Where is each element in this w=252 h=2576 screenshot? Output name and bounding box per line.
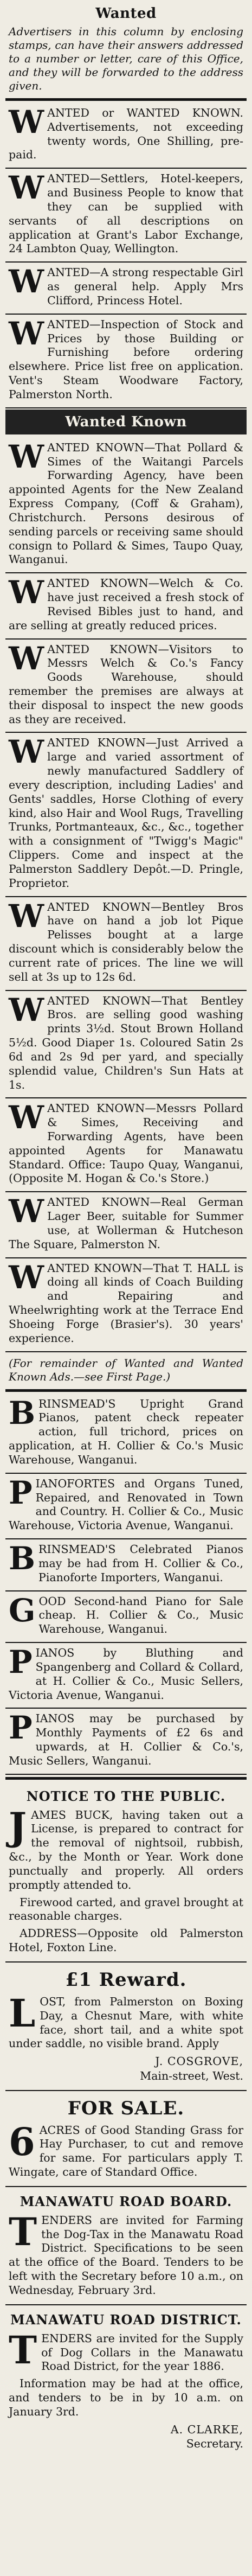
ad-item: [5, 1098, 247, 1192]
ad-item: [5, 1394, 247, 1474]
dropcap: T: [9, 2327, 37, 2373]
road-district-sig-name: A. CLARKE,: [170, 2422, 243, 2436]
ad-item: [5, 991, 247, 1099]
ad-item: [5, 1709, 247, 1774]
dropcap: W: [9, 733, 44, 771]
ad-text: ANTED—A strong respectable Girl as general help. Apply Mrs Clifford, Princess Hotel.: [47, 266, 243, 307]
dropcap: W: [9, 1099, 44, 1136]
ad-item: [5, 640, 247, 733]
dropcap: W: [9, 1258, 44, 1296]
ad-text: ANTED KNOWN—That Pollard & Simes of the Waitangi Parcels Forwarding Agency, have been appointed Agents for the New Zealand Express Company, (Coff & Graham), Christchurch. Persons desirous of sending parcels or receiving same should consign to Pollard & Simes, Taupo Quay, Wanganui.: [9, 440, 243, 566]
ad-text: RINSMEAD'S Celebrated Pianos may be had from H. Collier & Co., Pianoforte Importers, Wanganui.: [38, 1543, 243, 1584]
road-board-notice: [5, 2187, 247, 2305]
ad-item: [5, 897, 247, 991]
road-board-title: MANAWATU ROAD BOARD.: [20, 2193, 232, 2209]
public-notice-body: [9, 1804, 243, 1893]
dropcap: W: [9, 263, 44, 301]
ad-item: [5, 103, 247, 169]
dropcap: W: [9, 1193, 44, 1230]
dropcap: 6: [9, 2119, 35, 2164]
ad-item: [5, 733, 247, 897]
dropcap: T: [9, 2209, 37, 2254]
ad-item: [5, 1643, 247, 1709]
dropcap: J: [9, 1804, 27, 1849]
public-notice-title: NOTICE TO THE PUBLIC.: [26, 1788, 226, 1804]
for-sale-title: FOR SALE.: [67, 2097, 185, 2119]
divider: [5, 1777, 247, 1780]
road-district-text: ENDERS are invited for the Supply of Dog Collars in the Manawatu Road District, for the year 1886.: [41, 2331, 243, 2373]
ad-text: ANTED—Inspection of Stock and Prices by those Building or Furnishing before ordering elsewhere. Price list free on application. Vent's Steam Woodware Factory, Palmerston North.: [9, 317, 243, 401]
road-district-sig-role: Secretary.: [186, 2437, 243, 2451]
ad-item: [5, 263, 247, 314]
ad-text: ANTED KNOWN—Visitors to Messrs Welch & Co.'s Fancy Goods Warehouse, should remember the premises are always at their disposal to inspect the new goods as they are received.: [9, 642, 243, 726]
road-board-body: [9, 2209, 243, 2298]
divider: [5, 98, 247, 101]
wanted-ad-list: [5, 103, 247, 408]
reward-title: £1 Reward.: [65, 1968, 187, 1991]
dropcap: W: [9, 640, 44, 677]
reward-text: OST, from Palmerston on Boxing Day, a Chesnut Mare, with white face, short tail, and a white spot under saddle, no visible brand. Apply: [9, 1995, 243, 2050]
dropcap: W: [9, 438, 44, 475]
ad-item: [5, 438, 247, 573]
dropcap: G: [9, 1591, 36, 1629]
ad-item: [5, 315, 247, 408]
ad-item: [5, 1258, 247, 1352]
ad-item: [5, 169, 247, 263]
dropcap: P: [9, 1644, 33, 1681]
wanted-intro: Advertisers in this column by enclosing stamps, can have their answers addressed to a number or letter, care of this Office, and they will be forwarded to the address given.: [9, 25, 243, 92]
for-sale-notice: [5, 2091, 247, 2187]
ad-text: ANTED KNOWN—That T. HALL is doing all kinds of Coach Building and Repairing and Wheelwrighting work at the Terrace End Shoeing Forge (Brasier's). 30 years' experience.: [9, 1261, 243, 1345]
wanted-heading: Wanted: [95, 5, 157, 22]
public-notice-text-2: Firewood carted, and gravel brought at reasonable charges.: [9, 1895, 243, 1923]
dropcap: P: [9, 1474, 33, 1511]
wanted-known-heading: Wanted Known: [5, 410, 247, 434]
ad-text: ANTED or WANTED KNOWN. Advertisements, not exceeding twenty words, One Shilling, pre-paid.: [9, 106, 243, 162]
reward-signature: [9, 2054, 243, 2083]
ad-item: [5, 573, 247, 639]
dropcap: W: [9, 169, 44, 207]
road-district-text-2: Information may be had at the office, and tenders to be in by 10 a.m. on January 3rd.: [9, 2377, 243, 2418]
wanted-known-ad-list: [5, 438, 247, 1352]
music-ad-list: [5, 1394, 247, 1775]
page-bottom-space: [5, 2458, 247, 2571]
for-sale-text: ACRES of Good Standing Grass for Hay Purchaser, to cut and remove for same. For particulars apply T. Wingate, care of Standard Office.: [9, 2123, 243, 2178]
dropcap: W: [9, 991, 44, 1028]
ad-text: IANOS may be purchased by Monthly Payments of £2 6s and upwards, at H. Collier & Co.'s, Music Sellers, Wanganui.: [9, 1712, 243, 1767]
ad-item: [5, 1539, 247, 1591]
ad-text: ANTED—Settlers, Hotel-keepers, and Business People to know that they can be supplied with servants of all descriptions on application at Grant's Labor Exchange, 24 Lambton Quay, Wellington.: [9, 172, 243, 255]
dropcap: B: [9, 1394, 36, 1431]
ad-text: RINSMEAD'S Upright Grand Pianos, patent check repeater action, full trichord, prices on application, at H. Collier & Co.'s Music Warehouse, Wanganui.: [9, 1397, 243, 1466]
dropcap: W: [9, 104, 44, 140]
ad-text: ANTED KNOWN—Real German Lager Beer, suitable for Summer use, at Wollerman & Hutcheson The Square, Palmerston N.: [9, 1196, 243, 1251]
road-district-notice: [5, 2305, 247, 2458]
ad-text: ANTED KNOWN—Messrs Pollard & Simes, Receiving and Forwarding Agents, have been appointed Agents for Manawatu Standard. Office: Taupo Quay, Wanganui, (Opposite M. Hogan & Co.'s Store.): [9, 1102, 243, 1185]
ad-text: ANTED KNOWN—Bentley Bros have on hand a job lot Pique Pelisses bought at a large discount which is considerably below the current rate of prices. The line we will sell at 3s up to 12s 6d.: [9, 900, 243, 983]
public-notice-address: ADDRESS—Opposite old Palmerston Hotel, Foxton Line.: [9, 1927, 243, 1954]
reward-body: [9, 1990, 243, 2051]
ad-text: ANTED KNOWN—That Bentley Bros. are selling good washing prints 3½d. Stout Brown Holland 5½d. Good Diaper 1s. Coloured Satin 2s 6d and 2s 9d per yard, and specially splendid value, Children's Sun Hats at 1s.: [9, 994, 243, 1091]
reward-notice: [5, 1963, 247, 2091]
dropcap: W: [9, 315, 44, 352]
ad-text: IANOFORTES and Organs Tuned, Repaired, and Renovated in Town and Country. H. Collier & Co., Music Warehouse, Victoria Avenue, Wanganui.: [9, 1476, 243, 1532]
ad-text: ANTED KNOWN—Just Arrived a large and varied assortment of newly manufactured Saddlery of every description, including Ladies' and Gents' saddles, Horse Clothing of every kind, also Hair and Wool Rugs, Travelling Trunks, Portmanteaux, &c., &c., together with a consignment of "Twigg's Magic" Clippers. Come and inspect at the Palmerston Saddlery Depôt.—D. Pringle, Proprietor.: [9, 736, 243, 890]
ad-text: IANOS by Bluthing and Spangenberg and Collard & Collard, at H. Collier & Co., Music Sellers, Victoria Avenue, Wanganui.: [9, 1646, 243, 1702]
divider: [5, 1389, 247, 1392]
reward-sig-address: Main-street, West.: [140, 2069, 243, 2082]
ad-text: OOD Second-hand Piano for Sale cheap. H. Collier & Co., Music Warehouse, Wanganui.: [38, 1594, 243, 1636]
road-district-title: MANAWATU ROAD DISTRICT.: [10, 2311, 242, 2328]
dropcap: P: [9, 1709, 33, 1747]
reward-sig-name: J. COSGROVE,: [155, 2055, 243, 2068]
for-sale-body: [9, 2119, 243, 2179]
ad-item: [5, 1192, 247, 1258]
wanted-known-footnote: (For remainder of Wanted and Wanted Known Ads.—see First Page.): [9, 1356, 243, 1383]
ad-item: [5, 1474, 247, 1539]
dropcap: W: [9, 897, 44, 935]
road-district-signature: [9, 2422, 243, 2451]
dropcap: B: [9, 1540, 36, 1577]
public-notice: [5, 1782, 247, 1963]
road-board-text: ENDERS are invited for Farming the Dog-Tax in the Manawatu Road District. Specifications to be seen at the office of the Board. Tenders to be left with the Secretary before 10 a.m., on Wednesday, February 3rd.: [9, 2213, 243, 2297]
ad-item: [5, 1591, 247, 1643]
road-district-body: [9, 2327, 243, 2374]
public-notice-text: AMES BUCK, having taken out a License, is prepared to contract for the removal of nightsoil, rubbish, &c., by the Month or Year. Work done punctually and properly. All orders promptly attended to.: [9, 1808, 243, 1891]
dropcap: L: [9, 1990, 36, 2036]
dropcap: W: [9, 574, 44, 611]
ad-text: ANTED KNOWN—Welch & Co. have just received a fresh stock of Revised Bibles just to hand, and are selling at greatly reduced prices.: [9, 577, 243, 632]
